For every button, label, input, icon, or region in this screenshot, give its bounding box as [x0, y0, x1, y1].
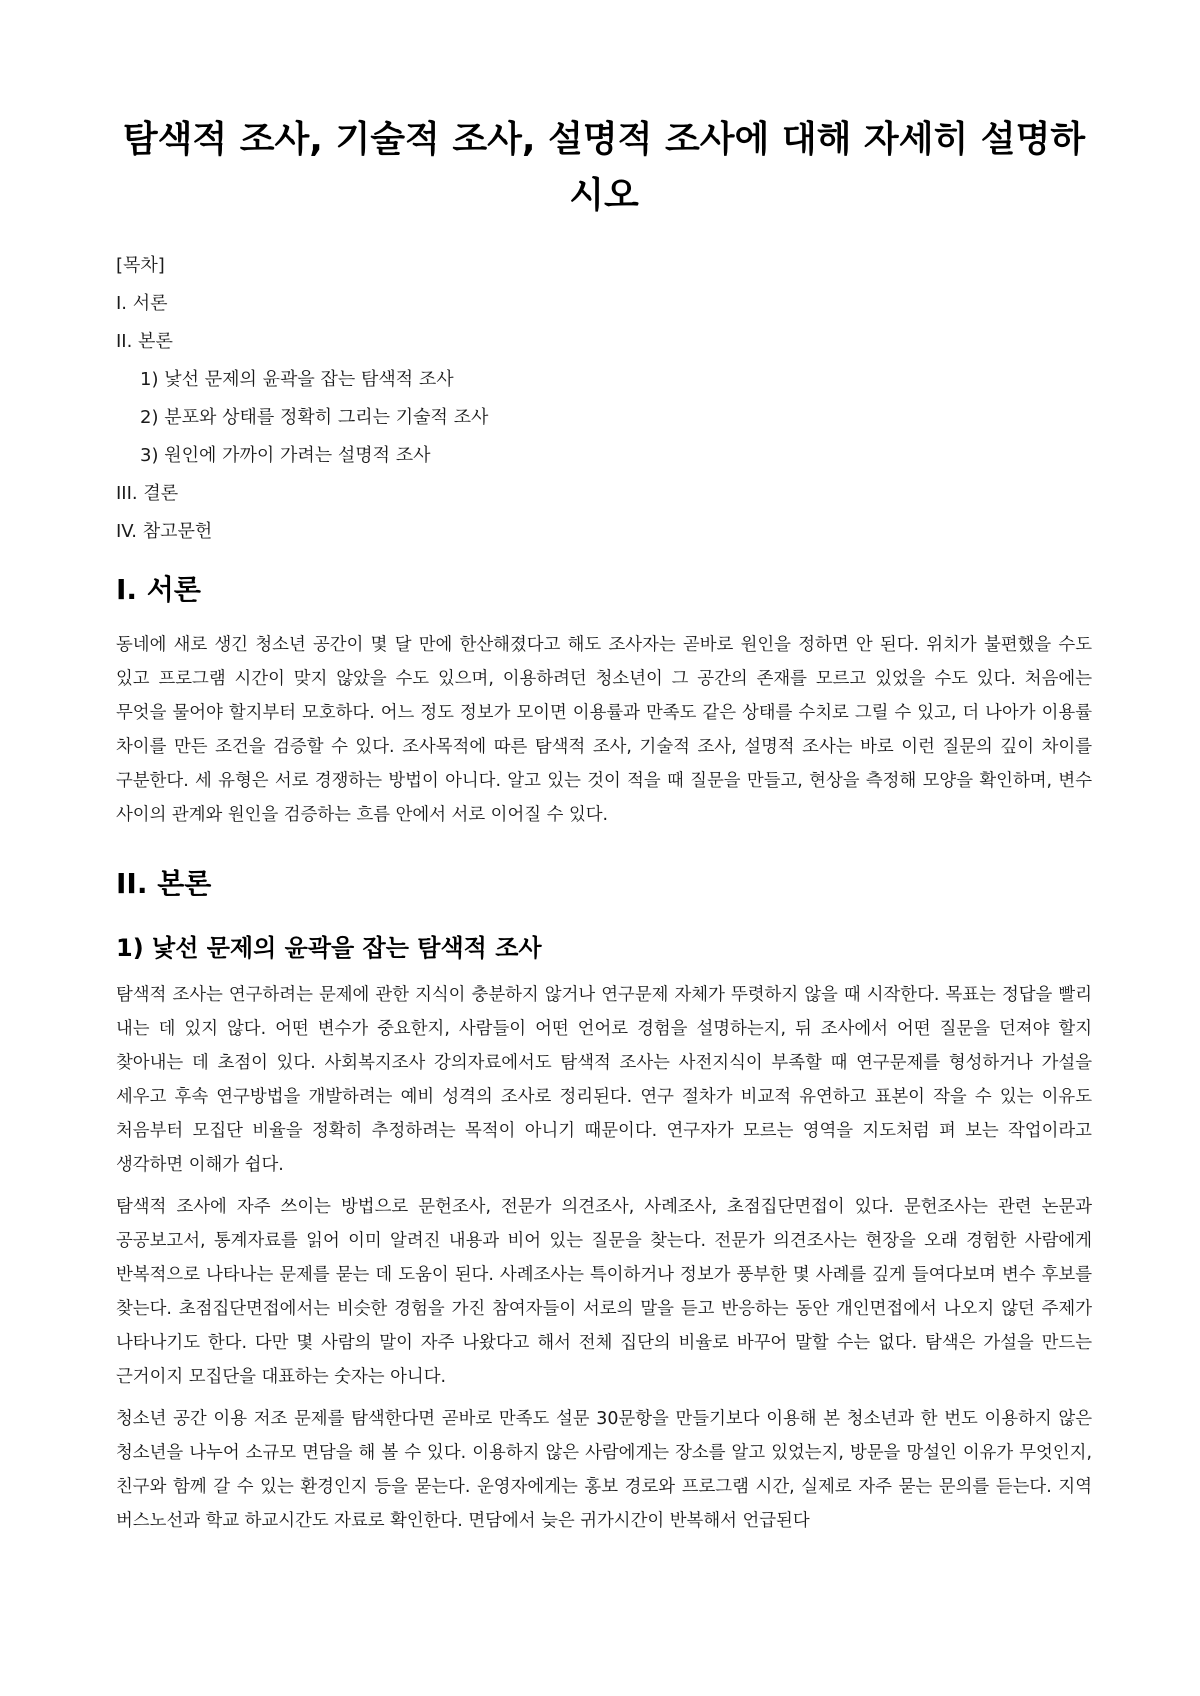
subsection-heading-exploratory: 1) 낯선 문제의 윤곽을 잡는 탐색적 조사: [116, 934, 542, 962]
toc-item-intro: I. 서론: [116, 293, 168, 314]
toc-item-references: IV. 참고문헌: [116, 521, 213, 542]
document-title: 탐색적 조사, 기술적 조사, 설명적 조사에 대해 자세히 설명하시오: [122, 119, 1086, 216]
toc-item-explanatory: 3) 원인에 가까이 가려는 설명적 조사: [140, 445, 431, 466]
section-heading-body: II. 본론: [116, 867, 212, 900]
toc-heading: [목차]: [116, 255, 165, 276]
toc-item-body: II. 본론: [116, 331, 173, 352]
toc-item-descriptive: 2) 분포와 상태를 정확히 그리는 기술적 조사: [140, 407, 489, 428]
table-of-contents: [116, 254, 1092, 544]
section-heading-intro: I. 서론: [116, 573, 201, 606]
toc-item-conclusion: III. 결론: [116, 483, 179, 504]
exploratory-paragraph-1: 탐색적 조사는 연구하려는 문제에 관한 지식이 충분하지 않거나 연구문제 자체가 뚜렷하지 않을 때 시작한다. 목표는 정답을 빨리 내는 데 있지 않다. 어떤 변수가 중요한지, 사람들이 어떤 언어로 경험을 설명하는지, 뒤 조사에서 어떤 질문을 던져야 할지 찾아내는 데 초점이 있다. 사회복지조사 강의자료에서도 탐색적 조사는 사전지식이 부족할 때 연구문제를 형성하거나 가설을 세우고 후속 연구방법을 개발하려는 예비 성격의 조사로 정리된다. 연구 절차가 비교적 유연하고 표본이 작을 수 있는 이유도 처음부터 모집단 비율을 정확히 추정하려는 목적이 아니기 때문이다. 연구자가 모르는 영역을 지도처럼 펴 보는 작업이라고 생각하면 이해가 쉽다.: [116, 985, 1092, 1175]
exploratory-paragraph-2: 탐색적 조사에 자주 쓰이는 방법으로 문헌조사, 전문가 의견조사, 사례조사, 초점집단면접이 있다. 문헌조사는 관련 논문과 공공보고서, 통계자료를 읽어 이미 알려진 내용과 비어 있는 질문을 찾는다. 전문가 의견조사는 현장을 오래 경험한 사람에게 반복적으로 나타나는 문제를 묻는 데 도움이 된다. 사례조사는 특이하거나 정보가 풍부한 몇 사례를 깊게 들여다보며 변수 후보를 찾는다. 초점집단면접에서는 비슷한 경험을 가진 참여자들이 서로의 말을 듣고 반응하는 동안 개인면접에서 나오지 않던 주제가 나타나기도 한다. 다만 몇 사람의 말이 자주 나왔다고 해서 전체 집단의 비율로 바꾸어 말할 수는 없다. 탐색은 가설을 만드는 근거이지 모집단을 대표하는 숫자는 아니다.: [116, 1197, 1092, 1387]
exploratory-paragraph-3: 청소년 공간 이용 저조 문제를 탐색한다면 곧바로 만족도 설문 30문항을 만들기보다 이용해 본 청소년과 한 번도 이용하지 않은 청소년을 나누어 소규모 면담을 해 볼 수 있다. 이용하지 않은 사람에게는 장소를 알고 있었는지, 방문을 망설인 이유가 무엇인지, 친구와 함께 갈 수 있는 환경인지 등을 묻는다. 운영자에게는 홍보 경로와 프로그램 시간, 실제로 자주 묻는 문의를 듣는다. 지역 버스노선과 학교 하교시간도 자료로 확인한다. 면담에서 늦은 귀가시간이 반복해서 언급된다: [116, 1409, 1092, 1531]
toc-item-exploratory: 1) 낯선 문제의 윤곽을 잡는 탐색적 조사: [140, 369, 454, 390]
intro-paragraph: 동네에 새로 생긴 청소년 공간이 몇 달 만에 한산해졌다고 해도 조사자는 곧바로 원인을 정하면 안 된다. 위치가 불편했을 수도 있고 프로그램 시간이 맞지 않았을 수도 있으며, 이용하려던 청소년이 그 공간의 존재를 모르고 있었을 수도 있다. 처음에는 무엇을 물어야 할지부터 모호하다. 어느 정도 정보가 모이면 이용률과 만족도 같은 상태를 수치로 그릴 수 있고, 더 나아가 이용률 차이를 만든 조건을 검증할 수 있다. 조사목적에 따른 탐색적 조사, 기술적 조사, 설명적 조사는 바로 이런 질문의 깊이 차이를 구분한다. 세 유형은 서로 경쟁하는 방법이 아니다. 알고 있는 것이 적을 때 질문을 만들고, 현상을 측정해 모양을 확인하며, 변수 사이의 관계와 원인을 검증하는 흐름 안에서 서로 이어질 수 있다.: [116, 635, 1092, 825]
